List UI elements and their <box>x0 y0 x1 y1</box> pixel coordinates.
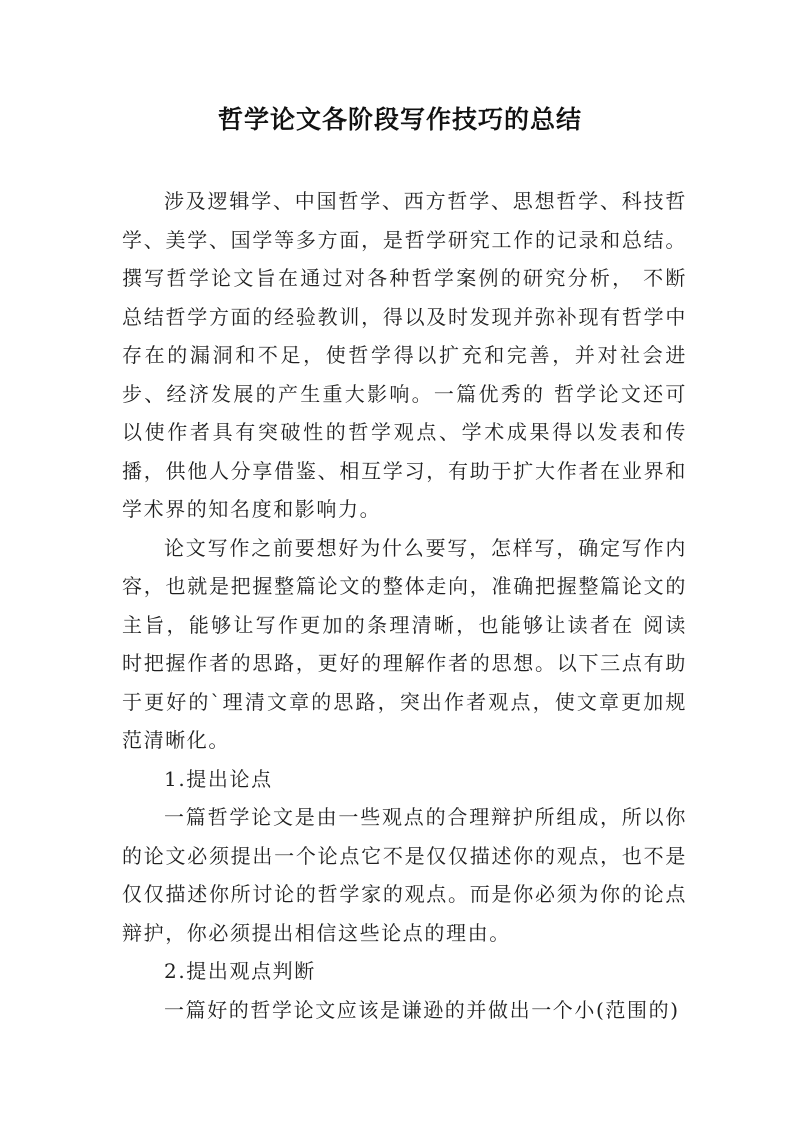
paragraph-writing-preparation: 论文写作之前要想好为什么要写，怎样写，确定写作内容，也就是把握整篇论文的整体走向，准确把握整篇论文的主旨，能够让写作更加的条理清晰，也能够让读者在 阅读时把握作者的思路，更好的理解作者的思想。以下三点有助于更好的`理清文章的思路，突出作者观点，使文章更加规范清晰化。 <box>122 535 687 752</box>
document-title: 哲学论文各阶段写作技巧的总结 <box>217 105 582 134</box>
section-heading-1: 1.提出论点 <box>164 766 273 791</box>
paragraph-section-1: 一篇哲学论文是由一些观点的合理辩护所组成，所以你的论文必须提出一个论点它不是仅仅描述你的观点，也不是仅仅描述你所讨论的哲学家的观点。而是你必须为你的论点辩护，你必须提出相信这些论点的理由。 <box>122 805 687 945</box>
paragraph-intro: 涉及逻辑学、中国哲学、西方哲学、思想哲学、科技哲学、美学、国学等多方面，是哲学研究工作的记录和总结。撰写哲学论文旨在通过对各种哲学案例的研究分析， 不断总结哲学方面的经验教训，得以及时发现并弥补现有哲学中存在的漏洞和不足，使哲学得以扩充和完善，并对社会进步、经济发展的产生重大影响。一篇优秀的 哲学论文还可以使作者具有突破性的哲学观点、学术成果得以发表和传播，供他人分享借鉴、相互学习，有助于扩大作者在业界和学术界的知名度和影响力。 <box>122 189 687 521</box>
section-heading-2: 2.提出观点判断 <box>164 959 316 983</box>
document-body <box>122 182 687 1029</box>
paragraph-section-2: 一篇好的哲学论文应该是谦逊的并做出一个小(范围的) <box>164 997 680 1022</box>
